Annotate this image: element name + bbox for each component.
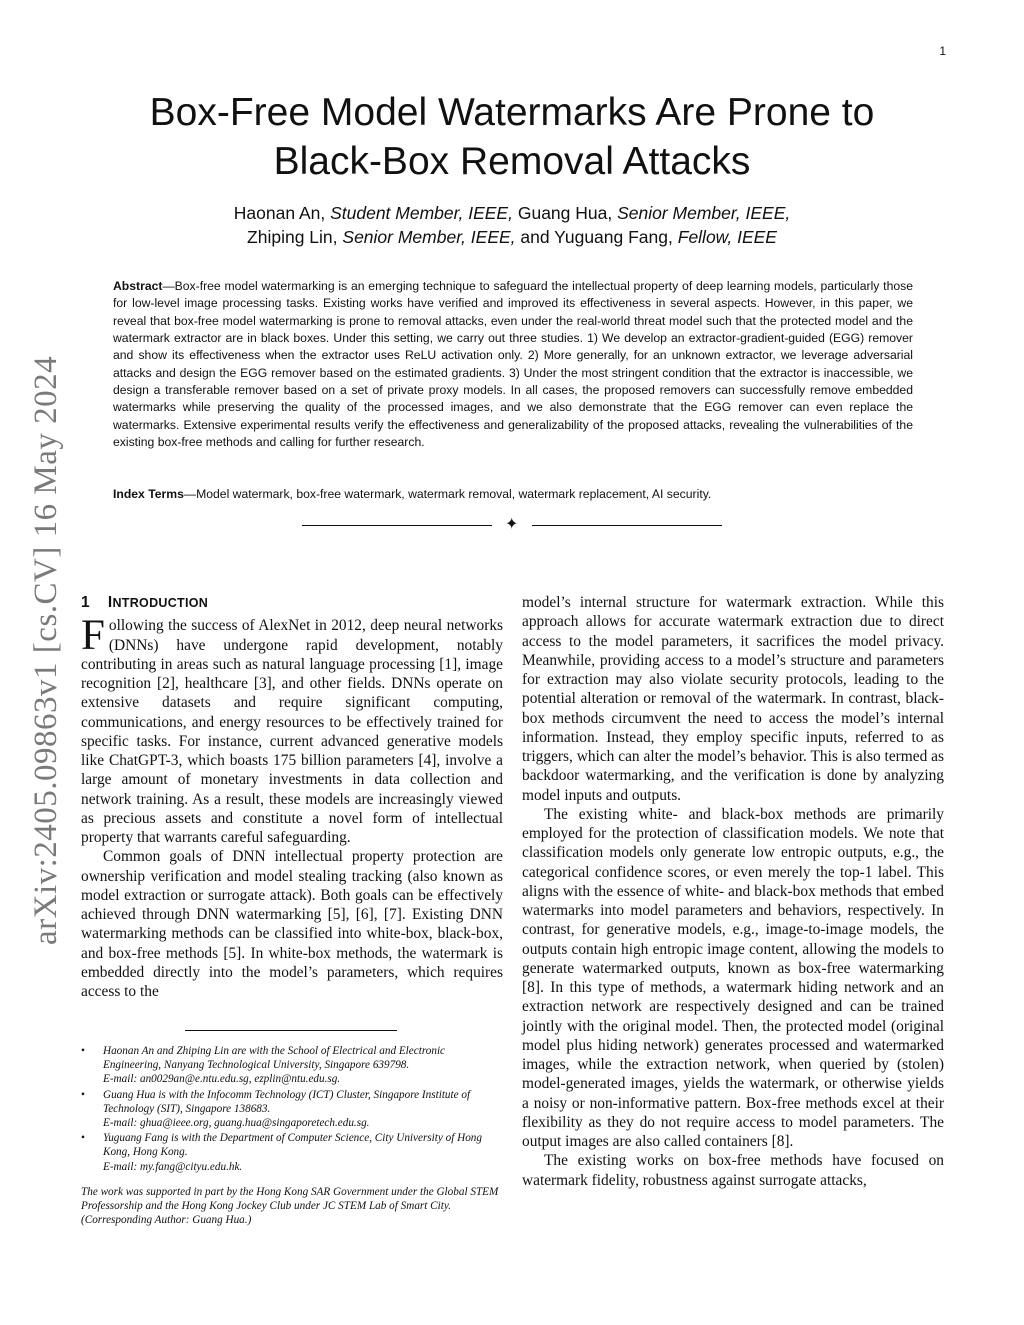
index-terms-text: —Model watermark, box-free watermark, watermark removal, watermark replacement, AI security. — [183, 487, 712, 501]
author-name: and Yuguang Fang, — [520, 227, 673, 247]
author-role: Senior Member, IEEE, — [342, 227, 516, 247]
footnote-rule — [185, 1030, 397, 1031]
footnote-item — [81, 1088, 503, 1131]
paragraph: Common goals of DNN intellectual property protection are ownership verification and model stealing tracking (also known as model extraction or surrogate attack). Both goals can be effectively achieved through DNN watermarking [5], [6], [7]. Existing DNN watermarking methods can be classified into white-box, black-box, and box-free methods [5]. In white-box methods, the watermark is embedded directly into the model’s parameters, which requires access to the — [81, 848, 503, 1000]
funding-note — [81, 1185, 503, 1228]
corresponding-author: (Corresponding Author: Guang Hua.) — [81, 1214, 252, 1227]
index-terms-label: Index Terms — [113, 487, 184, 501]
author-role: Fellow, IEEE — [677, 227, 777, 247]
left-column — [81, 593, 503, 1001]
footnote-email: E-mail: an0029an@e.ntu.edu.sg, ezplin@ntu.edu.sg. — [103, 1073, 341, 1086]
separator-rule-right — [532, 525, 722, 526]
separator-diamond-icon: ✦ — [505, 516, 519, 533]
section-title-initial: I — [107, 594, 113, 611]
index-terms — [113, 486, 913, 503]
footnote-affiliation: Guang Hua is with the Infocomm Technology (ICT) Cluster, Singapore Institute of Technology (SIT), Singapore 138683. — [103, 1088, 471, 1115]
funding-text: The work was supported in part by the Hong Kong SAR Government under the Global STEM Professorship and the Hong Kong Jockey Club under JC STEM Lab of Smart City. — [81, 1185, 499, 1213]
bullet-icon: • — [81, 1088, 85, 1101]
abstract-label: Abstract — [113, 279, 163, 293]
author-name: Haonan An, — [233, 203, 326, 223]
paragraph: The existing works on box-free methods have focused on watermark fidelity, robustness against surrogate attacks, — [522, 1152, 944, 1189]
arxiv-identifier-stamp: arXiv:2405.09863v1 [cs.CV] 16 May 2024 — [28, 355, 64, 945]
footnote-affiliation: Haonan An and Zhiping Lin are with the School of Electrical and Electronic Engineering, Nanyang Technological University, Singapore 639798. — [103, 1045, 446, 1072]
title-line-1: Box-Free Model Watermarks Are Prone to — [149, 91, 875, 134]
author-role: Senior Member, IEEE, — [617, 203, 791, 223]
separator-rule-left — [302, 525, 492, 526]
bullet-icon: • — [81, 1045, 85, 1057]
footnote-item — [81, 1131, 503, 1174]
title-line-2: Black-Box Removal Attacks — [273, 140, 751, 183]
footnotes — [81, 1044, 503, 1227]
abstract-text: —Box-free model watermarking is an emerging technique to safeguard the intellectual property of deep learning models, particularly those for low-level image processing tasks. Existing works have verified and improved its effectiveness in several aspects. However, in this paper, we reveal that box-free model watermarking is prone to removal attacks, even under the real-world threat model such that the protected model and the watermark extractor are in black boxes. Under this setting, we carry out three studies. 1) We develop an extractor-gradient-guided (EGG) remover and show its effectiveness when the extractor uses ReLU activation only. 2) More generally, for an unknown extractor, we leverage adversarial attacks and design the EGG remover based on the estimated gradients. 3) Under the most stringent condition that the extractor is inaccessible, we design a transferable remover based on a set of private proxy models. In all cases, the proposed removers can successfully remove embedded watermarks while preserving the quality of the processed images, and we also demonstrate that the EGG remover can even replace the watermarks. Extensive experimental results verify the effectiveness and generalizability of the proposed attacks, revealing the vulnerabilities of the existing box-free methods and calling for further research. — [113, 279, 913, 450]
footnote-email: E-mail: my.fang@cityu.edu.hk. — [103, 1160, 243, 1173]
author-role: Student Member, IEEE, — [330, 203, 513, 223]
drop-cap: F — [81, 612, 105, 660]
author-name: Guang Hua, — [517, 203, 613, 223]
right-column — [522, 593, 944, 1190]
paragraph: model’s internal structure for watermark extraction. While this approach allows for accurate watermark extraction due to direct access to the model parameters, it sacrifices the model privacy. Meanwhile, providing access to a model’s structure and parameters for extraction may also violate security protocols, leading to the potential alteration or removal of the watermark. In contrast, black-box methods circumvent the need to access the model’s internal information. Instead, they employ specific inputs, referred to as triggers, which can alter the model’s behavior. This is also termed as backdoor watermarking, and the verification is done by analyzing model inputs and outputs. — [522, 594, 944, 804]
footnote-email: E-mail: ghua@ieee.org, guang.hua@singaporetech.edu.sg. — [103, 1117, 370, 1130]
footnote-affiliation: Yuguang Fang is with the Department of Computer Science, City University of Hong Kong, Hong Kong. — [103, 1132, 482, 1159]
footnote-item — [81, 1044, 503, 1087]
abstract — [113, 278, 913, 451]
paragraph: The existing white- and black-box methods are primarily employed for the protection of classification models. We note that classification models only generate low entropic outputs, e.g., the categorical confidence scores, or even merely the top-1 label. This aligns with the essence of white- and black-box methods that embed watermarks into model parameters and behaviors, respectively. In contrast, for generative models, e.g., image-to-image models, the outputs contain high entropic image content, allowing the models to generate watermarked outputs, known as box-free watermarking [8]. In this type of methods, a watermark hiding network and an extraction network are respectively designed and can be trained jointly with the original model. Then, the protected model (original model plus hiding network) generates processed and watermarked images, while the extraction network, when queried by (stolen) model-generated images, yields the watermark, or otherwise yields a noisy or non-informative pattern. Box-free methods excel at their flexibility as they do not require access to model parameters. The output images are also called containers [8]. — [522, 805, 944, 1150]
section-number: 1 — [81, 594, 90, 611]
paper-title — [110, 88, 914, 186]
bullet-icon: • — [81, 1132, 85, 1145]
section-heading-introduction — [81, 593, 503, 613]
paragraph — [81, 612, 503, 847]
paragraph-text: ollowing the success of AlexNet in 2012, deep neural networks (DNNs) have undergone rapid development, notably contributing in areas such as natural language processing [1], image recognition [2], healthcare [3], and other fields. DNNs operate on extensive datasets and require significant computing, communications, and energy resources to be effectively trained for specific tasks. For instance, current advanced generative models like ChatGPT-3, which boasts 175 billion parameters [4], involve a large amount of monetary investments in data collection and network training. As a result, these models are increasingly viewed as precious assets and constitute a novel form of intellectual property that warrants careful safeguarding. — [81, 617, 503, 846]
section-title-rest: NTRODUCTION — [112, 596, 209, 610]
author-name: Zhiping Lin, — [247, 227, 338, 247]
author-list — [110, 201, 914, 249]
page-number: 1 — [939, 44, 946, 58]
section-separator — [302, 516, 722, 533]
